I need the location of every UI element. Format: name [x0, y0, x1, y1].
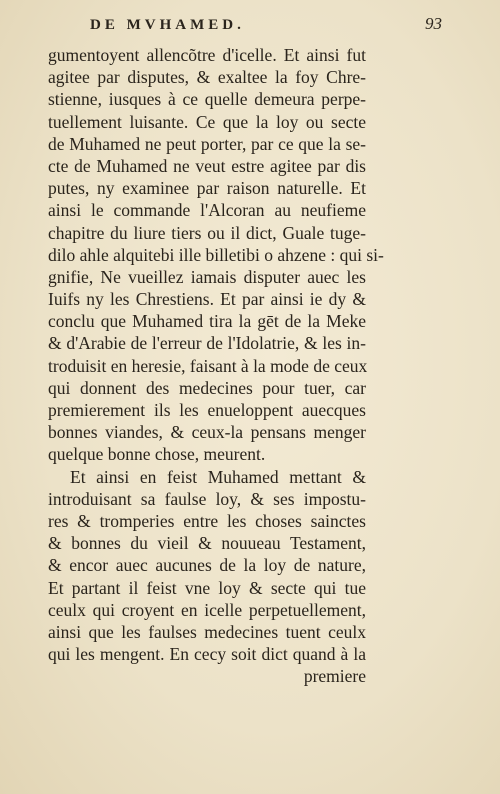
text-line: stienne, iusques à ce quelle demeura perpe- — [48, 89, 366, 110]
text-line: conclu que Muhamed tira la gēt de la Meke — [48, 311, 366, 332]
page-number: 93 — [425, 14, 442, 33]
text-line: bonnes viandes, & ceux-la pensans menger — [48, 422, 366, 443]
text-line: dilo ahle alquitebi ille billetibi o ahzene : qui si- — [48, 244, 384, 265]
text-line: introduisant sa faulse loy, & ses impostu- — [48, 488, 366, 509]
text-line: tuellement luisante. Ce que la loy ou secte — [48, 111, 366, 132]
text-line: Iuifs ny les Chrestiens. Et par ainsi ie dy & — [48, 289, 366, 310]
body-text — [48, 44, 384, 687]
text-line: cte de Muhamed ne veut estre agitee par dis — [48, 155, 366, 176]
text-line: ainsi le commande l'Alcoran au neufieme — [48, 200, 366, 221]
text-line: ainsi que les faulses medecines tuent ceulx — [48, 621, 366, 642]
text-line: ceulx qui croyent en icelle perpetuellement, — [48, 599, 366, 620]
text-line: & encor auec aucunes de la loy de nature, — [48, 555, 366, 576]
text-line: qui donnent des medecines pour tuer, car — [48, 377, 366, 398]
page-header — [90, 14, 442, 34]
running-head: DE MVHAMED. — [90, 17, 245, 33]
text-line: agitee par disputes, & exaltee la foy Chre- — [48, 67, 366, 88]
text-line: gumentoyent allencõtre d'icelle. Et ainsi fut — [48, 45, 366, 65]
catchword: premiere — [303, 666, 366, 687]
text-line: putes, ny examinee par raison naturelle. Et — [48, 178, 366, 199]
text-line: & d'Arabie de l'erreur de l'Idolatrie, & les in- — [48, 333, 366, 354]
text-line: troduisit en heresie, faisant à la mode de ceux — [48, 355, 368, 376]
text-line: chapitre du liure tiers ou il dict, Guale tuge- — [48, 222, 366, 243]
text-line: de Muhamed ne peut porter, par ce que la se- — [48, 133, 366, 154]
text-line: quelque bonne chose, meurent. — [48, 444, 266, 465]
text-line: res & tromperies entre les choses sainctes — [48, 510, 366, 531]
text-line: qui les mengent. En cecy soit dict quand à la — [48, 644, 366, 665]
text-line: Et partant il feist vne loy & secte qui tue — [48, 577, 366, 598]
text-line: & bonnes du vieil & nouueau Testament, — [48, 533, 366, 554]
text-line: premierement ils les enueloppent auecques — [48, 400, 366, 420]
text-line: Et ainsi en feist Muhamed mettant & — [70, 466, 366, 487]
text-line: gnifie, Ne vueillez iamais disputer auec les — [48, 266, 366, 287]
